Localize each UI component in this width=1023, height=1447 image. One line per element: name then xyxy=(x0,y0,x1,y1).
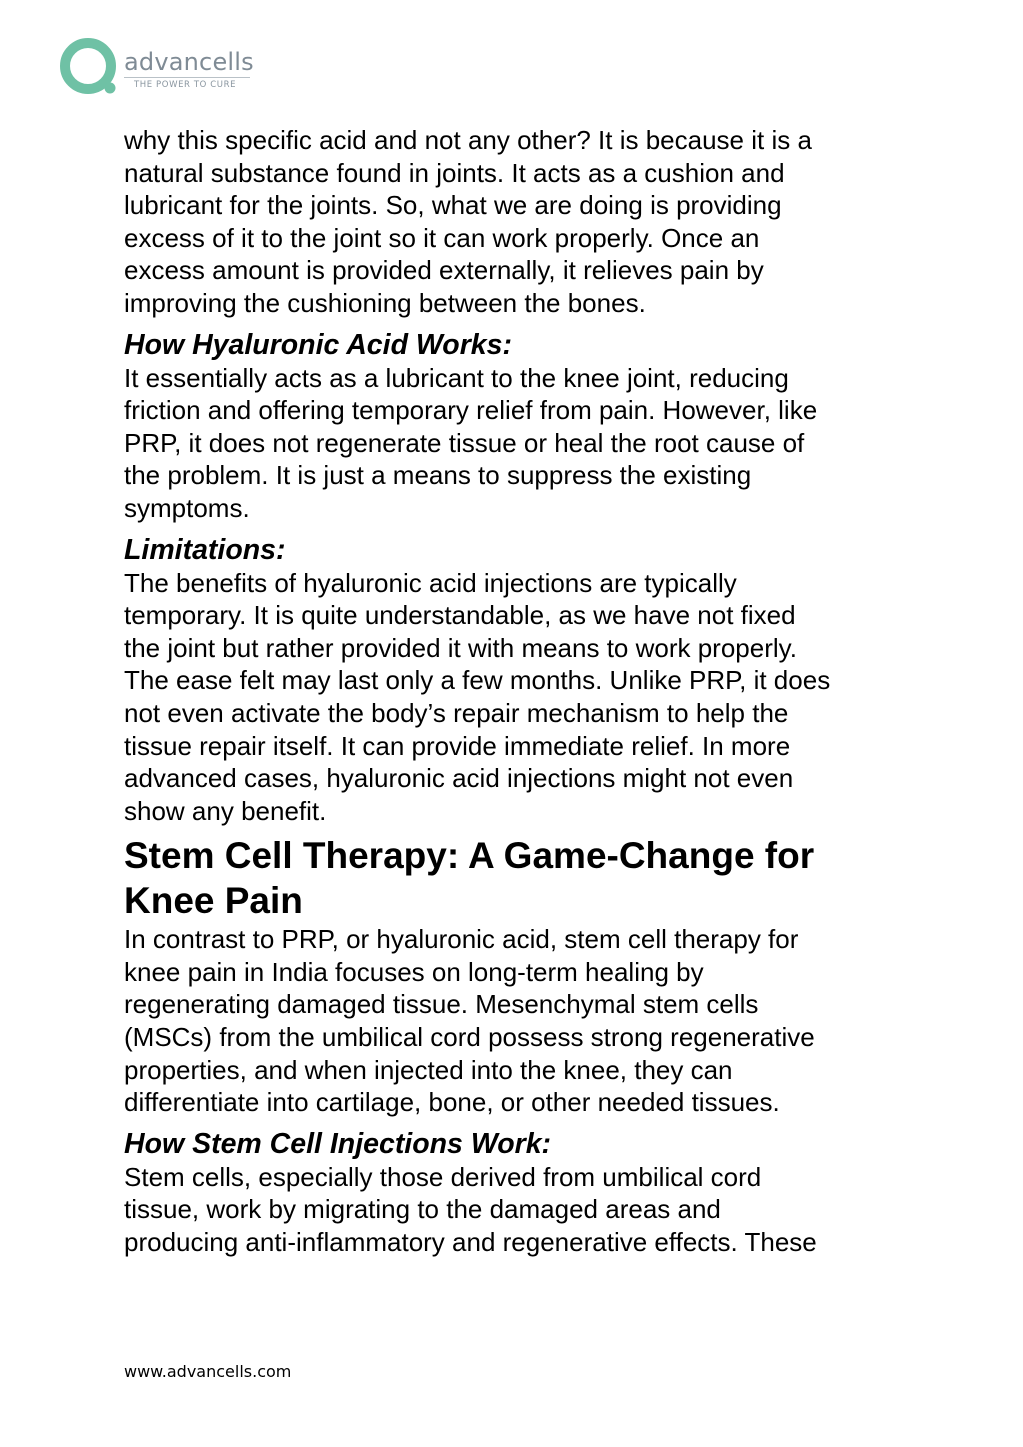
text-line: The ease felt may last only a few months. Unlike PRP, it does xyxy=(124,665,831,696)
text-line: temporary. It is quite understandable, as we have not fixed xyxy=(124,600,796,631)
subheading-how-stem-cell-injections-work: How Stem Cell Injections Work: xyxy=(124,1127,552,1160)
logo-divider xyxy=(124,77,250,78)
text-line: advanced cases, hyaluronic acid injections might not even xyxy=(124,763,794,794)
advancells-logo-icon xyxy=(58,36,122,100)
text-line: the joint but rather provided it with means to work properly. xyxy=(124,632,797,663)
section-heading-stem-cell-therapy xyxy=(124,833,914,923)
text-line: regenerating damaged tissue. Mesenchymal stem cells xyxy=(124,989,759,1020)
text-line: PRP, it does not regenerate tissue or heal the root cause of xyxy=(124,427,805,458)
text-line: show any benefit. xyxy=(124,795,327,826)
text-line: (MSCs) from the umbilical cord possess strong regenerative xyxy=(124,1022,815,1053)
text-line: tissue repair itself. It can provide immediate relief. In more xyxy=(124,730,791,761)
text-line: It essentially acts as a lubricant to the knee joint, reducing xyxy=(124,362,789,393)
intro-paragraph xyxy=(124,124,914,320)
text-line: excess amount is provided externally, it relieves pain by xyxy=(124,255,764,286)
text-line: friction and offering temporary relief from pain. However, like xyxy=(124,395,818,426)
text-line: excess of it to the joint so it can work properly. Once an xyxy=(124,222,760,253)
subheading-how-hyaluronic-acid-works: How Hyaluronic Acid Works: xyxy=(124,328,512,361)
text-line: why this specific acid and not any other? It is because it is a xyxy=(124,125,812,155)
text-line: properties, and when injected into the knee, they can xyxy=(124,1054,733,1085)
text-line: not even activate the body’s repair mechanism to help the xyxy=(124,697,789,728)
article-body xyxy=(124,124,914,1259)
footer-website-url: www.advancells.com xyxy=(124,1362,292,1381)
text-line: tissue, work by migrating to the damaged areas and xyxy=(124,1194,721,1225)
text-line: natural substance found in joints. It acts as a cushion and xyxy=(124,157,785,188)
text-line: producing anti-inflammatory and regenerative effects. These xyxy=(124,1227,817,1258)
text-line: lubricant for the joints. So, what we are doing is providing xyxy=(124,190,782,221)
limitations-paragraph xyxy=(124,567,914,828)
logo-wordmark: advancells xyxy=(124,48,254,76)
logo-tagline: THE POWER TO CURE xyxy=(134,80,237,90)
text-line: the problem. It is just a means to suppress the existing xyxy=(124,460,752,491)
text-line: knee pain in India focuses on long-term healing by xyxy=(124,956,704,987)
heading-line: Knee Pain xyxy=(124,880,303,922)
stem-cell-therapy-paragraph xyxy=(124,923,914,1119)
text-line: In contrast to PRP, or hyaluronic acid, stem cell therapy for xyxy=(124,924,799,955)
text-line: Stem cells, especially those derived from umbilical cord xyxy=(124,1161,762,1192)
how-stem-cell-injections-work-paragraph xyxy=(124,1161,914,1259)
text-line: symptoms. xyxy=(124,492,250,523)
text-line: improving the cushioning between the bones. xyxy=(124,287,646,318)
heading-line: Stem Cell Therapy: A Game-Change for xyxy=(124,835,815,877)
how-hyaluronic-acid-works-paragraph xyxy=(124,362,914,525)
brand-logo xyxy=(58,36,268,100)
subheading-limitations: Limitations: xyxy=(124,533,286,566)
text-line: The benefits of hyaluronic acid injections are typically xyxy=(124,567,737,598)
text-line: differentiate into cartilage, bone, or other needed tissues. xyxy=(124,1087,780,1118)
